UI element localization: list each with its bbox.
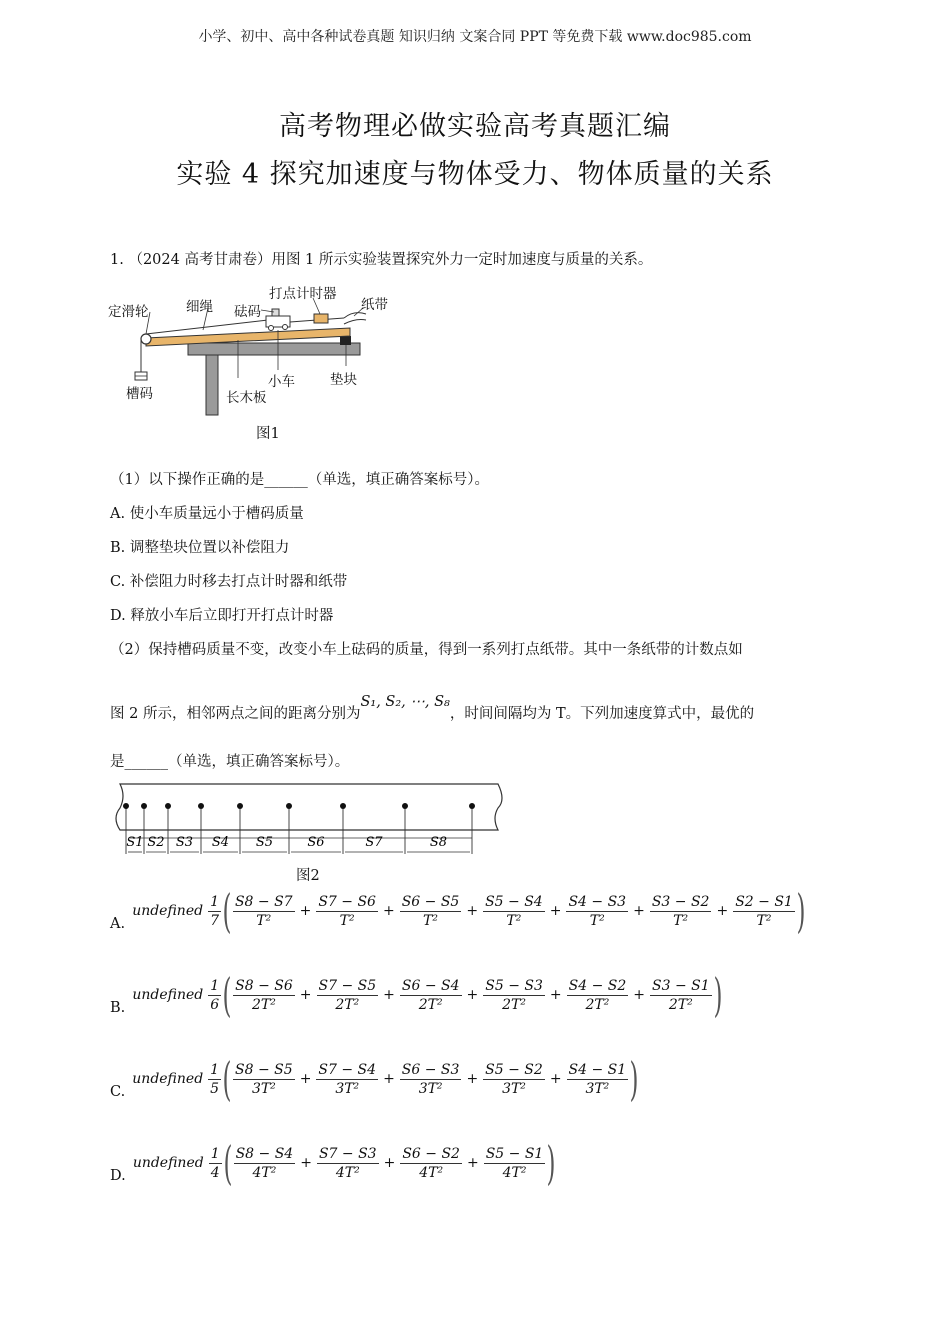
acceleration-symbol: undefined — [132, 1071, 204, 1087]
term-fraction: $\frac{S2 - S1}{\text{T²}}$ — [735, 893, 793, 929]
part-2-line-1: （2）保持槽码质量不变，改变小车上砝码的质量，得到一系列打点纸带。其中一条纸带的计数点如 — [110, 642, 743, 658]
count-point — [402, 803, 408, 809]
left-paren: ( — [222, 968, 232, 1022]
term-fraction: $\frac{S5 - S3}{\text{2T²}}$ — [485, 977, 543, 1013]
segment-label: S8 — [429, 835, 448, 850]
option-1b: B. 调整垫块位置以补偿阻力 — [110, 540, 290, 556]
distance-sequence: S₁, S₂, ⋯, S₈ — [360, 694, 450, 710]
count-point — [198, 803, 204, 809]
term-fraction: $\frac{S7 - S3}{\text{4T²}}$ — [318, 1145, 377, 1181]
plus-sign: + — [633, 987, 645, 1003]
term-fraction: $\frac{S4 - S3}{\text{T²}}$ — [568, 893, 627, 929]
option-label: A. — [110, 916, 126, 932]
option-2d — [110, 1136, 557, 1190]
option-1d: D. 释放小车后立即打开打点计时器 — [110, 608, 334, 624]
label-cart: 小车 — [268, 374, 295, 390]
term-fraction: $\frac{S7 - S5}{\text{2T²}}$ — [318, 977, 377, 1013]
option-label: C. — [110, 1084, 126, 1100]
plus-sign: + — [300, 1155, 312, 1171]
segment-label: S4 — [211, 835, 230, 850]
figure-2 — [108, 782, 508, 892]
option-2a — [110, 884, 807, 938]
part-2-line-2 — [110, 694, 755, 724]
option-2b — [110, 968, 724, 1022]
label-board: 长木板 — [226, 390, 267, 406]
term-fraction: $\frac{S3 - S2}{\text{T²}}$ — [651, 893, 710, 929]
pulley — [141, 334, 151, 344]
option-label: D. — [110, 1168, 126, 1184]
figure-2-caption: 图2 — [296, 868, 320, 884]
label-bucket: 槽码 — [126, 386, 153, 402]
term-fraction: $\frac{S5 - S4}{\text{T²}}$ — [485, 893, 543, 929]
question-stem: 1. （2024 高考甘肃卷）用图 1 所示实验装置探究外力一定时加速度与质量的关系。 — [110, 252, 653, 268]
plus-sign: + — [549, 1071, 562, 1087]
option-label: B. — [110, 1000, 126, 1016]
plus-sign: + — [466, 1071, 479, 1087]
plus-sign: + — [382, 903, 395, 919]
right-paren: ) — [629, 1052, 639, 1106]
segment-label: S3 — [175, 835, 194, 850]
segment-label: S2 — [147, 835, 165, 850]
coefficient-fraction: $\frac{1}{4}$ — [210, 1145, 220, 1181]
label-pulley: 定滑轮 — [108, 304, 149, 320]
term-fraction: $\frac{S4 - S1}{\text{3T²}}$ — [568, 1061, 627, 1097]
term-fraction: $\frac{S6 - S5}{\text{T²}}$ — [401, 893, 460, 929]
plus-sign: + — [633, 903, 645, 919]
block — [340, 336, 351, 345]
term-fraction: $\frac{S7 - S6}{\text{T²}}$ — [318, 893, 376, 929]
term-fraction: $\frac{S6 - S4}{\text{2T²}}$ — [401, 977, 460, 1013]
timer — [314, 314, 328, 323]
page-header: 小学、初中、高中各种试卷真题 知识归纳 文案合同 PPT 等免费下载 www.doc985.com — [198, 29, 752, 45]
count-point — [237, 803, 243, 809]
option-2c — [110, 1052, 640, 1106]
right-paren: ) — [546, 1136, 556, 1190]
page-title: 高考物理必做实验高考真题汇编 — [279, 111, 671, 142]
part-1-question: （1）以下操作正确的是______（单选，填正确答案标号）。 — [110, 472, 489, 488]
acceleration-symbol: undefined — [132, 1155, 204, 1171]
count-point — [286, 803, 292, 809]
plus-sign: + — [383, 987, 395, 1003]
table-top — [188, 343, 360, 355]
label-tape: 纸带 — [361, 297, 388, 313]
coefficient-fraction: $\frac{1}{7}$ — [210, 893, 219, 929]
paper-tape-diagram — [108, 782, 508, 862]
label-rope: 细绳 — [186, 299, 213, 315]
plus-sign: + — [466, 987, 479, 1003]
plus-sign: + — [299, 903, 312, 919]
count-point — [123, 803, 129, 809]
table-leg — [206, 355, 218, 415]
plus-sign: + — [549, 903, 562, 919]
page-subtitle: 实验 4 探究加速度与物体受力、物体质量的关系 — [176, 159, 774, 190]
right-paren: ) — [796, 884, 806, 938]
count-point — [469, 803, 475, 809]
term-fraction: $\frac{S8 - S6}{\text{2T²}}$ — [235, 977, 293, 1013]
figure-1-caption: 图1 — [256, 426, 280, 442]
weight — [272, 309, 279, 316]
left-paren: ( — [223, 1136, 233, 1190]
coefficient-fraction: $\frac{1}{5}$ — [210, 1061, 220, 1097]
label-block: 垫块 — [330, 372, 357, 388]
term-fraction: $\frac{S6 - S3}{\text{3T²}}$ — [401, 1061, 460, 1097]
term-fraction: $\frac{S8 - S4}{\text{4T²}}$ — [235, 1145, 294, 1181]
count-point — [340, 803, 346, 809]
term-fraction: $\frac{S4 - S2}{\text{2T²}}$ — [568, 977, 627, 1013]
figure-1 — [108, 280, 398, 450]
term-fraction: $\frac{S5 - S1}{\text{4T²}}$ — [485, 1145, 544, 1181]
left-paren: ( — [222, 1052, 232, 1106]
plus-sign: + — [466, 903, 479, 919]
part-2-line-3: 是______（单选，填正确答案标号）。 — [110, 754, 350, 770]
paper-tape — [116, 784, 502, 830]
segment-label: S7 — [365, 835, 383, 850]
left-paren: ( — [222, 884, 232, 938]
term-fraction: $\frac{S7 - S4}{\text{3T²}}$ — [318, 1061, 377, 1097]
term-fraction: $\frac{S6 - S2}{\text{4T²}}$ — [402, 1145, 460, 1181]
segment-label: S5 — [255, 835, 274, 850]
term-fraction: $\frac{S8 - S5}{\text{3T²}}$ — [235, 1061, 293, 1097]
segment-label: S6 — [307, 835, 325, 850]
term-fraction: $\frac{S3 - S1}{\text{2T²}}$ — [652, 977, 710, 1013]
coefficient-fraction: $\frac{1}{6}$ — [210, 977, 220, 1013]
rope — [146, 320, 268, 334]
plus-sign: + — [299, 987, 312, 1003]
acceleration-symbol: undefined — [132, 987, 204, 1003]
plus-sign: + — [716, 903, 729, 919]
acceleration-symbol: undefined — [132, 903, 204, 919]
plus-sign: + — [383, 1071, 395, 1087]
part-2-line-2-start: 图 2 所示，相邻两点之间的距离分别为 — [110, 706, 361, 722]
option-1c: C. 补偿阻力时移去打点计时器和纸带 — [110, 574, 348, 590]
count-point — [141, 803, 147, 809]
right-paren: ) — [713, 968, 723, 1022]
plus-sign: + — [466, 1155, 479, 1171]
plus-sign: + — [383, 1155, 396, 1171]
option-1a: A. 使小车质量远小于槽码质量 — [110, 506, 304, 522]
segment-label: S1 — [126, 835, 144, 850]
plus-sign: + — [549, 987, 562, 1003]
label-weight: 砝码 — [234, 304, 261, 320]
label-timer: 打点计时器 — [269, 286, 337, 302]
term-fraction: $\frac{S5 - S2}{\text{3T²}}$ — [485, 1061, 543, 1097]
plus-sign: + — [299, 1071, 312, 1087]
term-fraction: $\frac{S8 - S7}{\text{T²}}$ — [234, 893, 293, 929]
part-2-line-2-end: ，时间间隔均为 T。下列加速度算式中，最优的 — [449, 706, 755, 722]
count-point — [165, 803, 171, 809]
